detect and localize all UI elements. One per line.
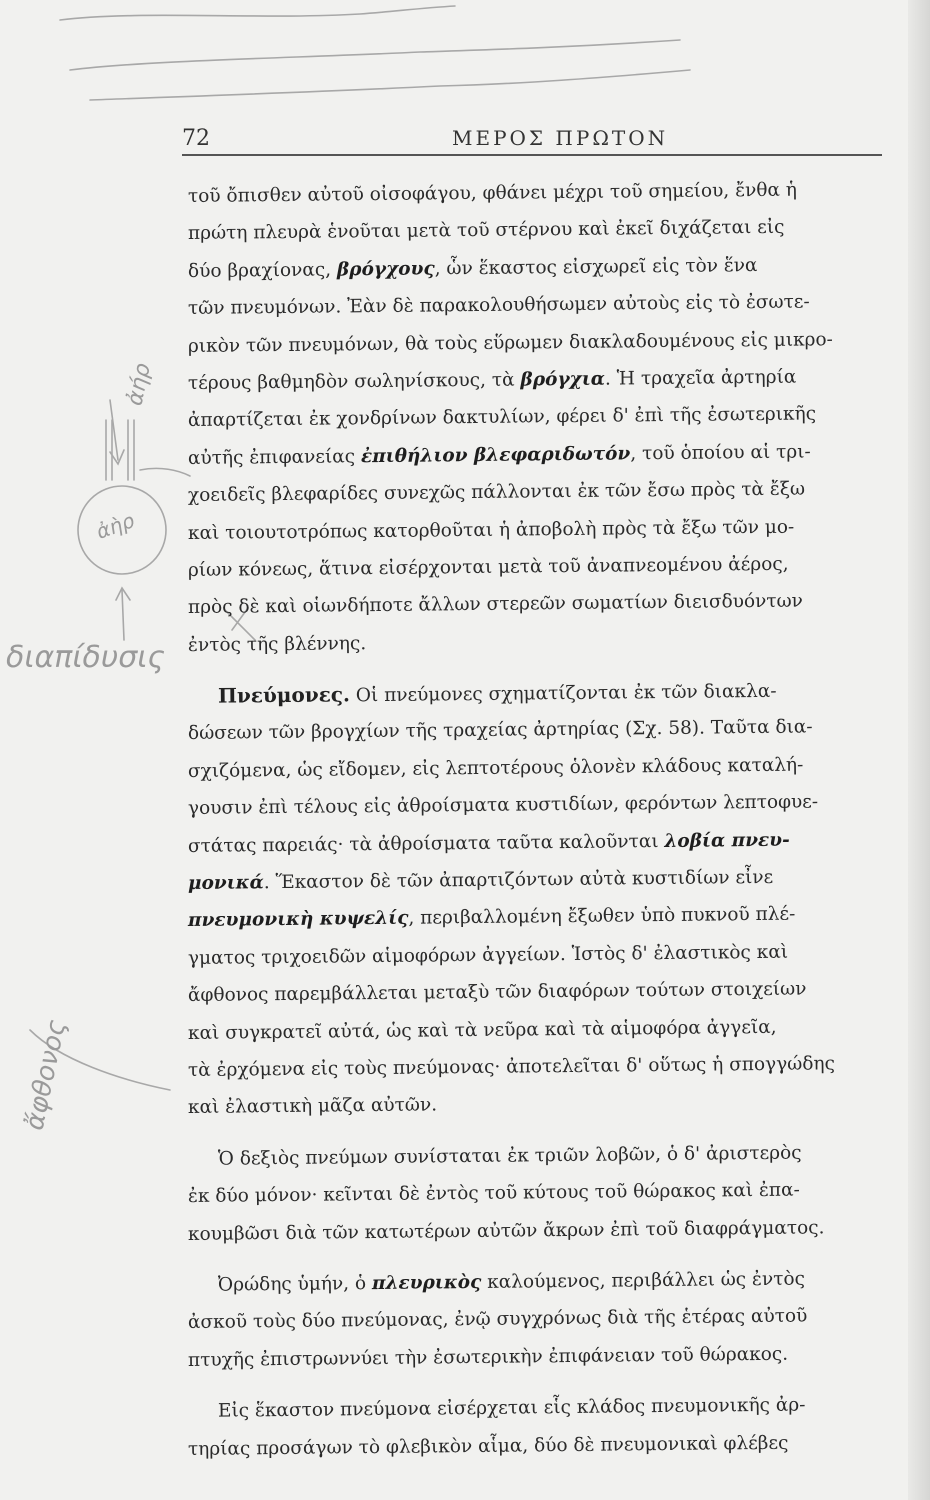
running-head: ΜΕΡΟΣ ΠΡΩΤΟΝ [452,126,669,150]
text-run: τοῦ ὄπισθεν αὐτοῦ οἰσοφάγου, φθάνει μέχρι τοῦ σημείου, ἔνθα ἡ [187,179,798,207]
text-run: δύο βραχίονας, [187,259,338,282]
pencil-arrow-up-line [122,590,124,640]
text-run: σχιζόμενα, ὡς εἴδομεν, εἰς λεπτοτέρους ὁλονὲν κλάδους καταλή- [187,754,804,782]
section-heading: Πνεύμονες. [217,682,351,708]
margin-note-air-circle: ἀὴρ [93,508,138,544]
text-run: Ὁ δεξιὸς πνεύμων συνίσταται ἐκ τριῶν λοβῶν, ὁ δ' ἀριστερὸς [217,1142,802,1170]
bold-term: μονικά [187,872,264,895]
text-line [188,1423,900,1468]
text-run: , περιβαλλομένη ἔξωθεν ὑπὸ πυκνοῦ πλέ- [408,904,796,930]
pencil-tube-left [106,420,112,480]
header-rule [182,154,882,156]
bold-term: πνευμονικὴ κυψελίς [187,908,409,932]
text-run: ἀπαρτίζεται ἐκ χονδρίνων δακτυλίων, φέρει δ' ἐπὶ τῆς ἐσωτερικῆς [187,403,817,432]
text-run: πρώτη πλευρὰ ἑνοῦται μετὰ τοῦ στέρνου καὶ ἐκεῖ διχάζεται εἰς [187,217,785,245]
text-run: ρίων κόνεως, ἅτινα εἰσέρχονται μετὰ τοῦ ἀναπνεομένου ἀέρος, [187,553,789,581]
text-run: τὰ ἐρχόμενα εἰς τοὺς πνεύμονας· ἀποτελεῖται δ' οὕτως ἡ σπογγώδης [187,1053,836,1081]
margin-note-abundant: ἄφθονος [19,1017,73,1133]
text-run: Οἱ πνεύμονες σχηματίζονται ἐκ τῶν διακλα- [349,680,777,707]
text-run: . Ἕκαστον δὲ τῶν ἀπαρτιζόντων αὐτὰ κυστιδίων εἶνε [263,866,774,894]
bold-term: πλευρικὸς [371,1271,482,1295]
text-run: δώσεων τῶν βρογχίων τῆς τραχείας ἀρτηρίας (Σχ. 58). Ταῦτα δια- [187,716,813,745]
text-run: ἐντὸς τῆς βλέννης. [187,632,367,656]
text-run: γματος τριχοειδῶν αἱμοφόρων ἀγγείων. Ἱστὸς δ' ἐλαστικὸς καὶ [187,941,789,969]
pencil-stroke-a [140,468,190,476]
pencil-arrow-head [110,450,124,464]
text-run: τηρίας προσάγων τὸ φλεβικὸν αἷμα, δύο δὲ πνευμονικαὶ φλέβες [187,1432,789,1460]
text-run: καὶ ἐλαστικὴ μᾶζα αὐτῶν. [187,1094,438,1119]
pencil-tube-right [128,420,134,480]
pencil-scribble-1 [60,6,455,20]
pencil-arrow-line [110,400,118,460]
pencil-arrow-up-head [116,588,130,600]
text-line [188,619,900,664]
page-header [182,120,882,156]
text-run: , ὧν ἕκαστος εἰσχωρεῖ εἰς τὸν ἕνα [434,254,758,280]
body-text [188,178,900,1468]
paragraph [188,1141,900,1253]
paragraph [188,1393,900,1468]
pencil-scribble-3 [90,70,690,100]
bold-term: βρόγχους [336,258,435,281]
text-run: πτυχῆς ἐπιστρωννύει τὴν ἐσωτερικὴν ἐπιφάνειαν τοῦ θώρακος. [187,1343,789,1371]
text-run: ἄφθονος παρεμβάλλεται μεταξὺ τῶν διαφόρων τούτων στοιχείων [187,978,807,1007]
text-run: στάτας παρειάς· τὰ ἀθροίσματα ταῦτα καλοῦνται [187,830,665,857]
margin-note-diffusion: διαπίδυσις [6,640,165,675]
bold-term: λοβία πνευ- [664,829,790,852]
pencil-scribble-2 [70,40,680,70]
text-run: καὶ συγκρατεῖ αὐτά, ὡς καὶ τὰ νεῦρα καὶ τὰ αἱμοφόρα ἀγγεῖα, [187,1016,777,1044]
text-run: καλούμενος, περιβάλλει ὡς ἐντὸς [481,1268,806,1293]
text-run: χοειδεῖς βλεφαρίδες συνεχῶς πάλλονται ἐκ τῶν ἔσω πρὸς τὰ ἔξω [187,478,806,507]
text-run: ἀσκοῦ τοὺς δύο πνεύμονας, ἐνῷ συγχρόνως διὰ τῆς ἑτέρας αὐτοῦ [187,1305,808,1334]
text-run: πρὸς δὲ καὶ οἱωνδήποτε ἄλλων στερεῶν σωματίων διεισδυόντων [187,590,803,619]
text-run: κουμβῶσι διὰ τῶν κατωτέρων αὐτῶν ἄκρων ἐπὶ τοῦ διαφράγματος. [187,1216,825,1245]
page-edge-shadow [908,0,930,1500]
paragraph [188,1267,900,1379]
text-line [188,1082,900,1127]
text-run: Εἰς ἕκαστον πνεύμονα εἰσέρχεται εἷς κλάδος πνευμονικῆς ἀρ- [217,1394,806,1422]
text-run: αὐτῆς ἐπιφανείας [187,445,362,469]
bold-term: ἐπιθήλιον βλεφαριδωτόν [360,443,631,467]
text-run: ρικὸν τῶν πνευμόνων, θὰ τοὺς εὕρωμεν διακλαδουμένους εἰς μικρο- [187,328,833,357]
page-number: 72 [182,126,210,151]
text-run: Ὀρώδης ὑμήν, ὁ [217,1273,373,1296]
text-run: , τοῦ ὁποίου αἱ τρι- [630,441,811,465]
text-run: καὶ τοιουτοτρόπως κατορθοῦται ἡ ἀποβολὴ πρὸς τὰ ἔξω τῶν μο- [187,516,795,544]
text-line [188,1208,900,1253]
text-run: ἐκ δύο μόνον· κεῖνται δὲ ἐντὸς τοῦ κύτους τοῦ θώρακος καὶ ἐπα- [187,1179,800,1208]
text-run: τέρους βαθμηδὸν σωληνίσκους, τὰ [187,369,521,394]
text-run: . Ἡ τραχεῖα ἀρτηρία [604,366,797,390]
text-line [188,1334,900,1379]
text-run: τῶν πνευμόνων. Ἐὰν δὲ παρακολουθήσωμεν αὐτοὺς εἰς τὸ ἐσωτε- [187,291,810,320]
paragraph [188,678,900,1127]
text-run: γουσιν ἐπὶ τέλους εἰς ἀθροίσματα κυστιδίων, φερόντων λεπτοφυε- [187,791,819,820]
bold-term: βρόγχια [520,368,606,391]
margin-note-air: ἀήρ [122,361,156,408]
paragraph [188,178,900,664]
